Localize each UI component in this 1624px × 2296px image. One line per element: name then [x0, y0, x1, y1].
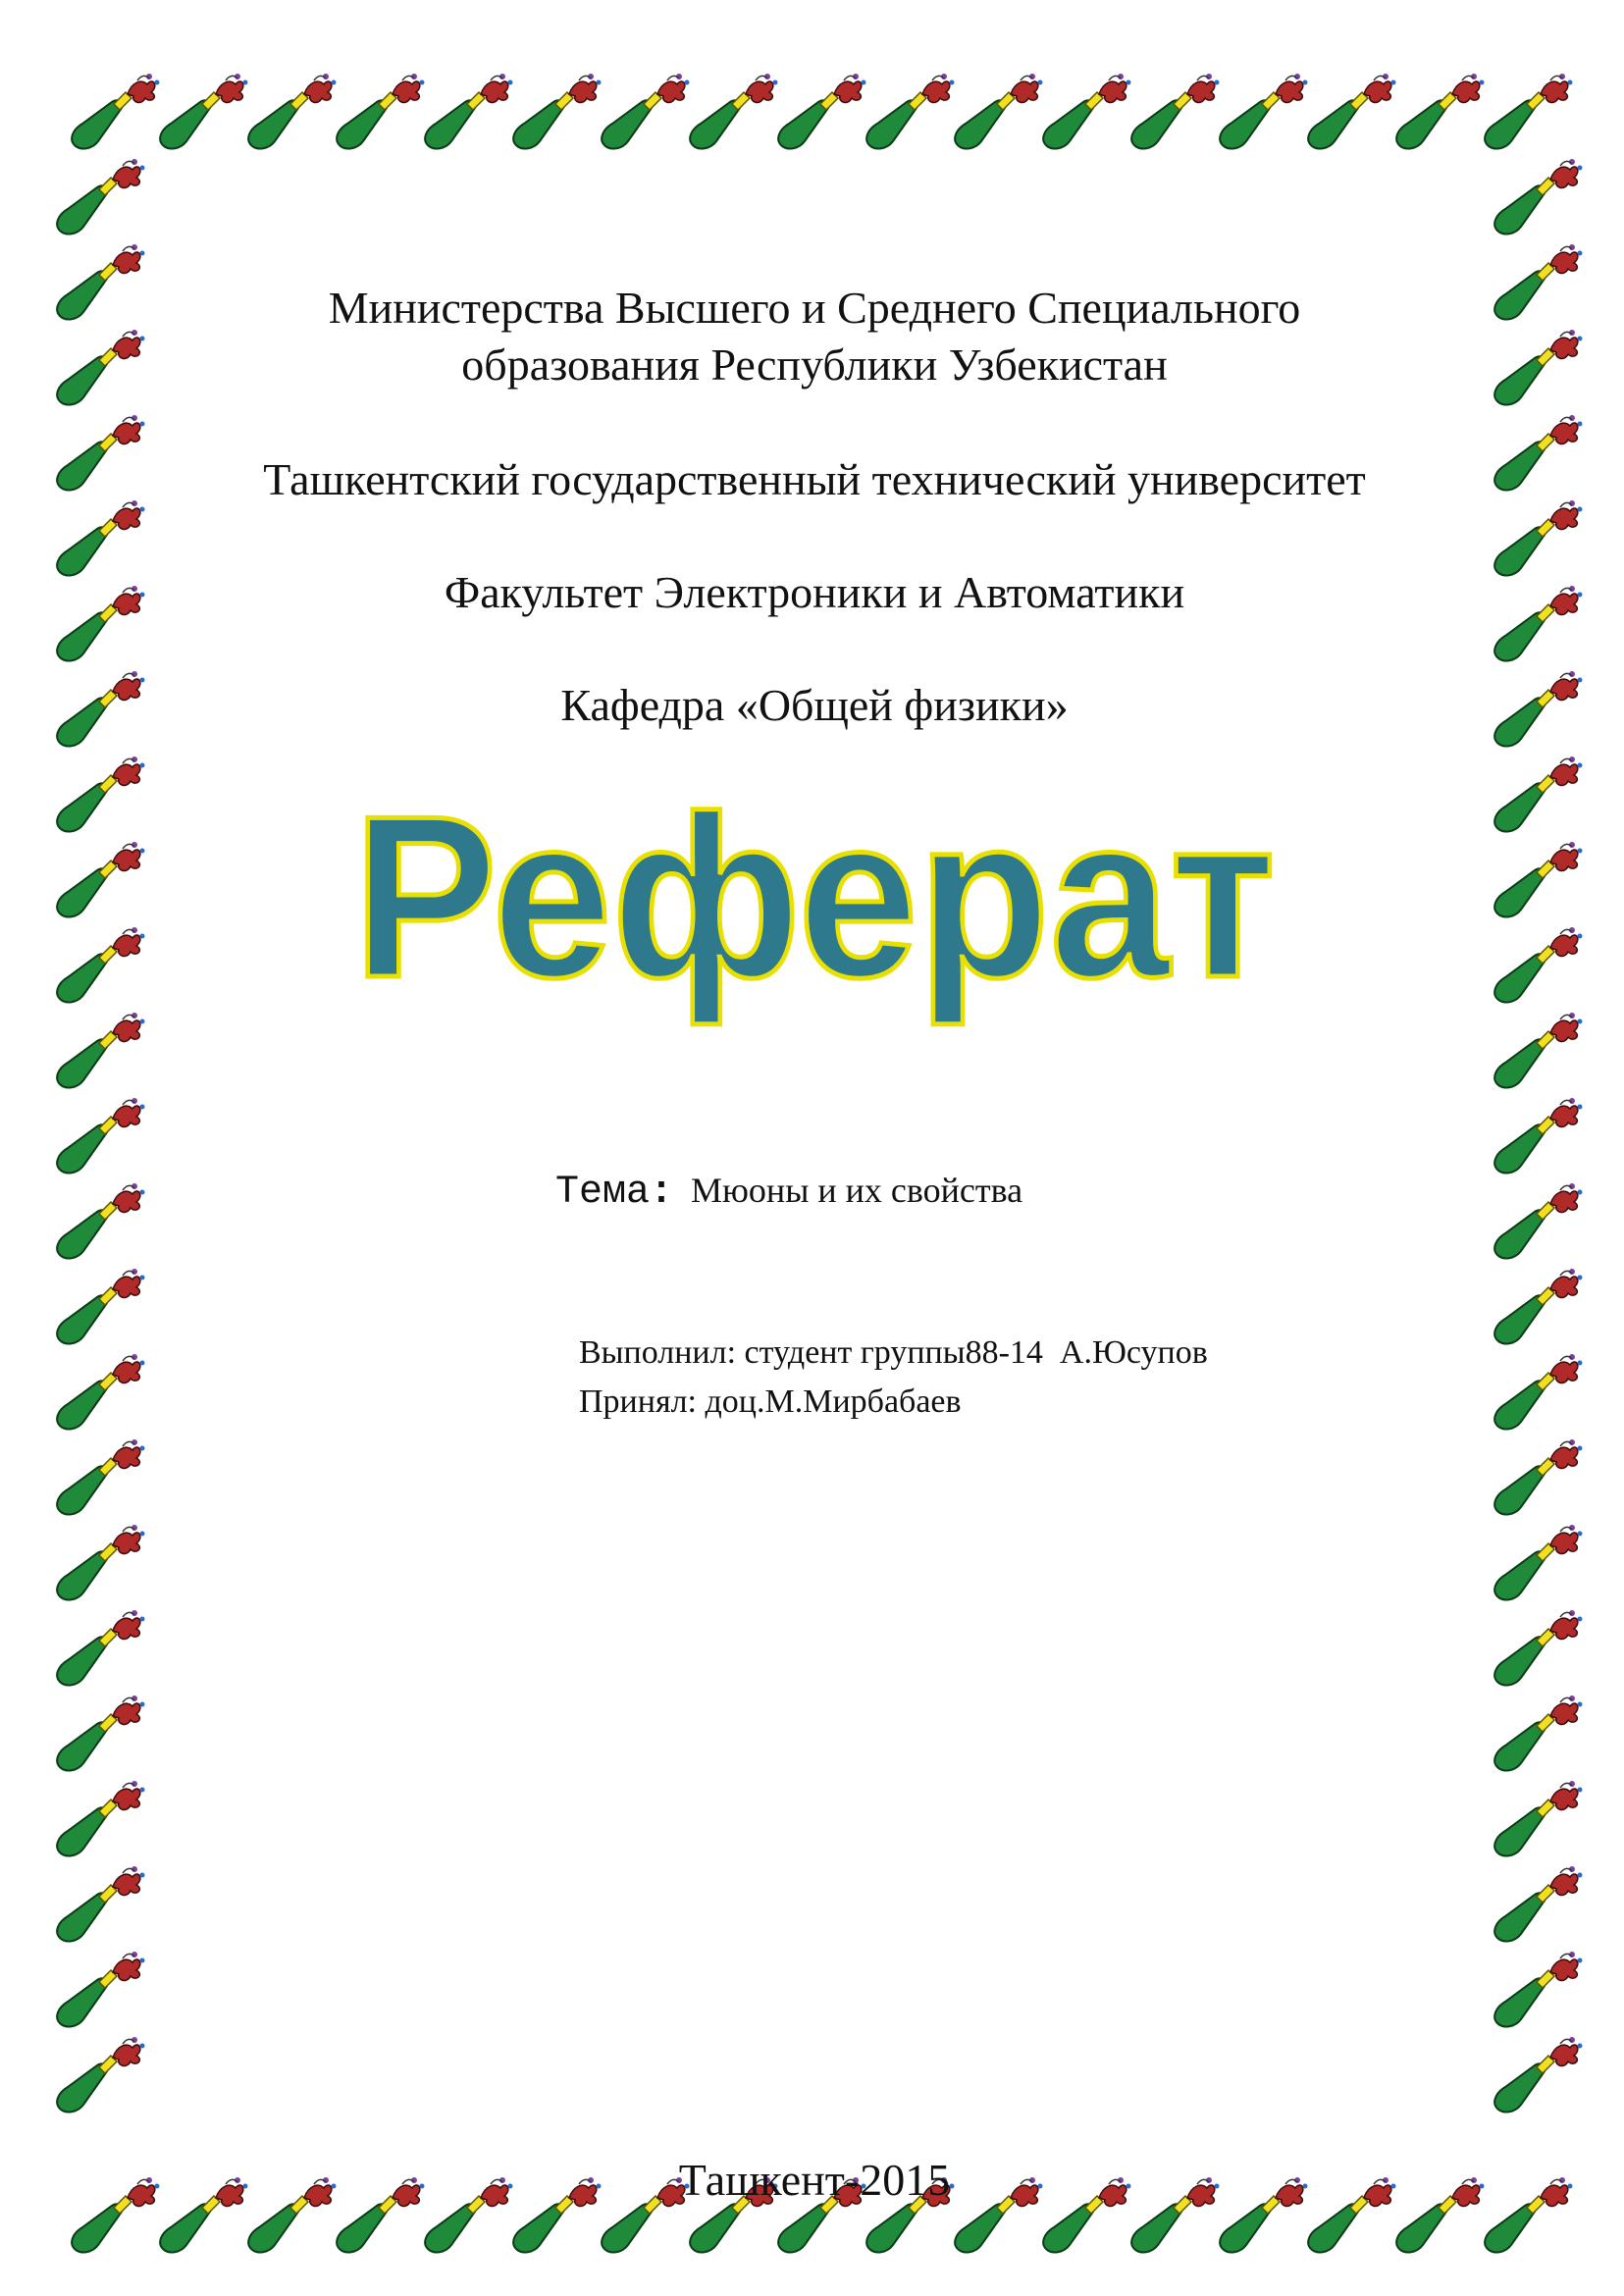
champagne-bottle-icon [160, 74, 247, 148]
champagne-bottle-icon [1494, 1525, 1582, 1599]
champagne-bottle-icon [1220, 74, 1307, 148]
champagne-bottle-icon [1494, 927, 1582, 1002]
champagne-bottle-icon [248, 74, 336, 148]
champagne-bottle-icon [57, 1098, 144, 1173]
champagne-bottle-icon [1494, 586, 1582, 660]
champagne-bottle-icon [57, 1866, 144, 1941]
champagne-bottle-icon [1494, 330, 1582, 404]
champagne-bottle-icon [57, 1781, 144, 1855]
champagne-bottle-icon [1494, 500, 1582, 575]
champagne-bottle-icon [57, 415, 144, 490]
champagne-bottle-icon [57, 1183, 144, 1258]
champagne-bottle-icon [1494, 1610, 1582, 1685]
champagne-bottle-icon [57, 1525, 144, 1599]
ministry-line-1: Министерства Высшего и Среднего Специального [328, 283, 1301, 333]
champagne-bottle-icon [72, 2177, 159, 2252]
university-name: Ташкентский государственный технический университет [263, 454, 1366, 504]
champagne-bottle-icon [955, 74, 1042, 148]
accepted-by: Принял: доц.М.Мирбабаев [579, 1383, 962, 1420]
champagne-bottle-icon [1494, 159, 1582, 234]
faculty-name: Факультет Электроники и Автоматики [444, 567, 1185, 617]
champagne-bottle-icon [602, 74, 689, 148]
champagne-bottle-icon [57, 159, 144, 234]
champagne-bottle-icon [1396, 74, 1484, 148]
champagne-bottle-icon [72, 74, 159, 148]
champagne-bottle-icon [1494, 671, 1582, 746]
champagne-bottle-icon [778, 74, 865, 148]
champagne-bottle-icon [1494, 1098, 1582, 1173]
champagne-bottle-icon [690, 74, 777, 148]
champagne-bottle-icon [1131, 74, 1219, 148]
champagne-bottle-icon [57, 330, 144, 404]
champagne-bottle-icon [1308, 74, 1395, 148]
champagne-bottle-icon [57, 1013, 144, 1087]
champagne-bottle-icon [57, 586, 144, 660]
champagne-bottle-icon [1043, 74, 1130, 148]
champagne-bottle-icon [57, 244, 144, 319]
champagne-bottle-icon [1485, 2177, 1572, 2252]
champagne-bottle-icon [1494, 1183, 1582, 1258]
done-by: Выполнил: студент группы88-14 А.Юсупов [579, 1334, 1208, 1371]
champagne-bottle-icon [1494, 2037, 1582, 2112]
champagne-bottle-icon [57, 2037, 144, 2112]
champagne-bottle-icon [1494, 1781, 1582, 1855]
champagne-bottle-icon [1494, 842, 1582, 916]
topic-value: Мюоны и их свойства [691, 1171, 1023, 1210]
champagne-bottle-icon [57, 842, 144, 916]
champagne-bottle-icon [57, 1952, 144, 2026]
champagne-bottle-icon [866, 74, 954, 148]
champagne-bottle-icon [57, 757, 144, 831]
champagne-bottle-icon [57, 1354, 144, 1429]
topic-colon: : [650, 1171, 674, 1215]
champagne-bottle-icon [1494, 415, 1582, 490]
champagne-bottle-icon [1494, 1269, 1582, 1343]
champagne-bottle-icon [57, 500, 144, 575]
champagne-bottle-icon [1494, 1952, 1582, 2026]
champagne-bottle-icon [1494, 757, 1582, 831]
champagne-bottle-icon [57, 927, 144, 1002]
topic-label: Тема [555, 1171, 651, 1215]
champagne-bottle-icon [337, 74, 424, 148]
champagne-bottle-icon [1494, 1354, 1582, 1429]
champagne-bottle-icon [513, 74, 601, 148]
champagne-bottle-icon [57, 1610, 144, 1685]
ministry-line-2: образования Республики Узбекистан [461, 339, 1168, 390]
champagne-bottle-icon [57, 1696, 144, 1770]
champagne-bottle-icon [57, 671, 144, 746]
champagne-bottle-icon [1494, 1439, 1582, 1514]
topic [555, 1170, 1022, 1215]
champagne-bottle-icon [425, 74, 512, 148]
champagne-bottle-icon [1494, 1866, 1582, 1941]
champagne-bottle-icon [1494, 1696, 1582, 1770]
champagne-bottle-icon [1485, 74, 1572, 148]
champagne-bottle-icon [1494, 244, 1582, 319]
title-wordart-text: Реферат [353, 767, 1276, 1025]
city-year: Ташкент-2015 [678, 2155, 951, 2205]
champagne-bottle-icon [57, 1269, 144, 1343]
title-wordart [314, 765, 1315, 1060]
champagne-bottle-icon [57, 1439, 144, 1514]
champagne-bottle-icon [1494, 1013, 1582, 1087]
department-name: Кафедра «Общей физики» [560, 680, 1069, 730]
